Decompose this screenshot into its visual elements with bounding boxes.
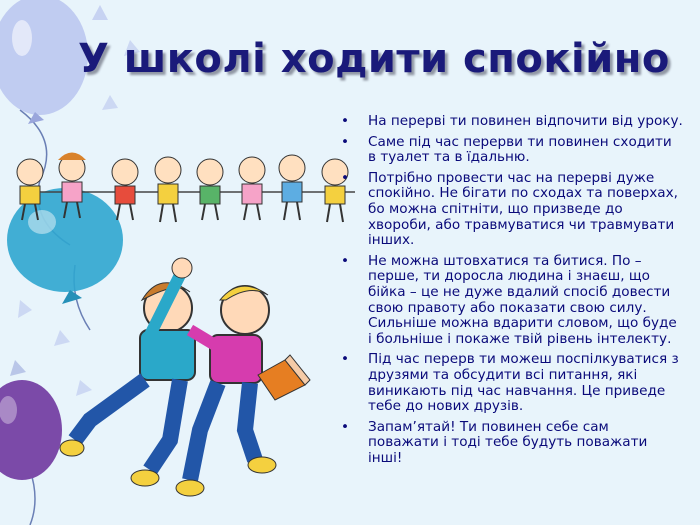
slide-content: [338, 114, 683, 471]
fighting-boys-illustration: [60, 258, 310, 496]
bullet-list: [338, 114, 683, 466]
bullet-item: [338, 135, 683, 166]
bullet-item: [338, 420, 683, 467]
bullet-text: Під час перерв ти можеш поспілкуватися з друзями та обсудити всі питання, які виникають під час навчання. Це приведе тебе до нових друзів.: [368, 351, 679, 415]
bullet-icon: •: [341, 133, 350, 150]
bullet-text: Не можна штовхатися та битися. По – перше, ти доросла людина і знаєш, що бійка – це не дуже вдалий спосіб довести свою правоту або показати свою силу. Сильніше можна вдарити словом, що буде і больніше і покаже твій рівень інтелекту.: [368, 252, 677, 347]
bullet-icon: •: [341, 252, 350, 269]
bullet-icon: •: [341, 169, 350, 186]
bullet-item: [338, 171, 683, 249]
bullet-item: [338, 352, 683, 414]
bullet-text: Запам’ятай! Ти повинен себе сам поважати і тоді тебе будуть поважати інші!: [368, 418, 648, 466]
slide-title: У школі ходити спокійно: [78, 36, 670, 82]
bullet-item: [338, 114, 683, 130]
bullet-text: Саме під час перерви ти повинен сходити в туалет та в їдальню.: [368, 133, 672, 166]
bullet-icon: •: [341, 351, 350, 368]
bullet-icon: •: [341, 418, 350, 435]
bullet-icon: •: [341, 113, 350, 129]
bullet-item: [338, 254, 683, 348]
bullet-text: Потрібно провести час на перерві дуже спокійно. Не бігати по сходах та поверхах, бо можна спітніти, що призведе до хвороби, або травмуватися чи травмувати інших.: [368, 169, 678, 249]
bullet-text: На перерві ти повинен відпочити від уроку.: [368, 113, 683, 129]
